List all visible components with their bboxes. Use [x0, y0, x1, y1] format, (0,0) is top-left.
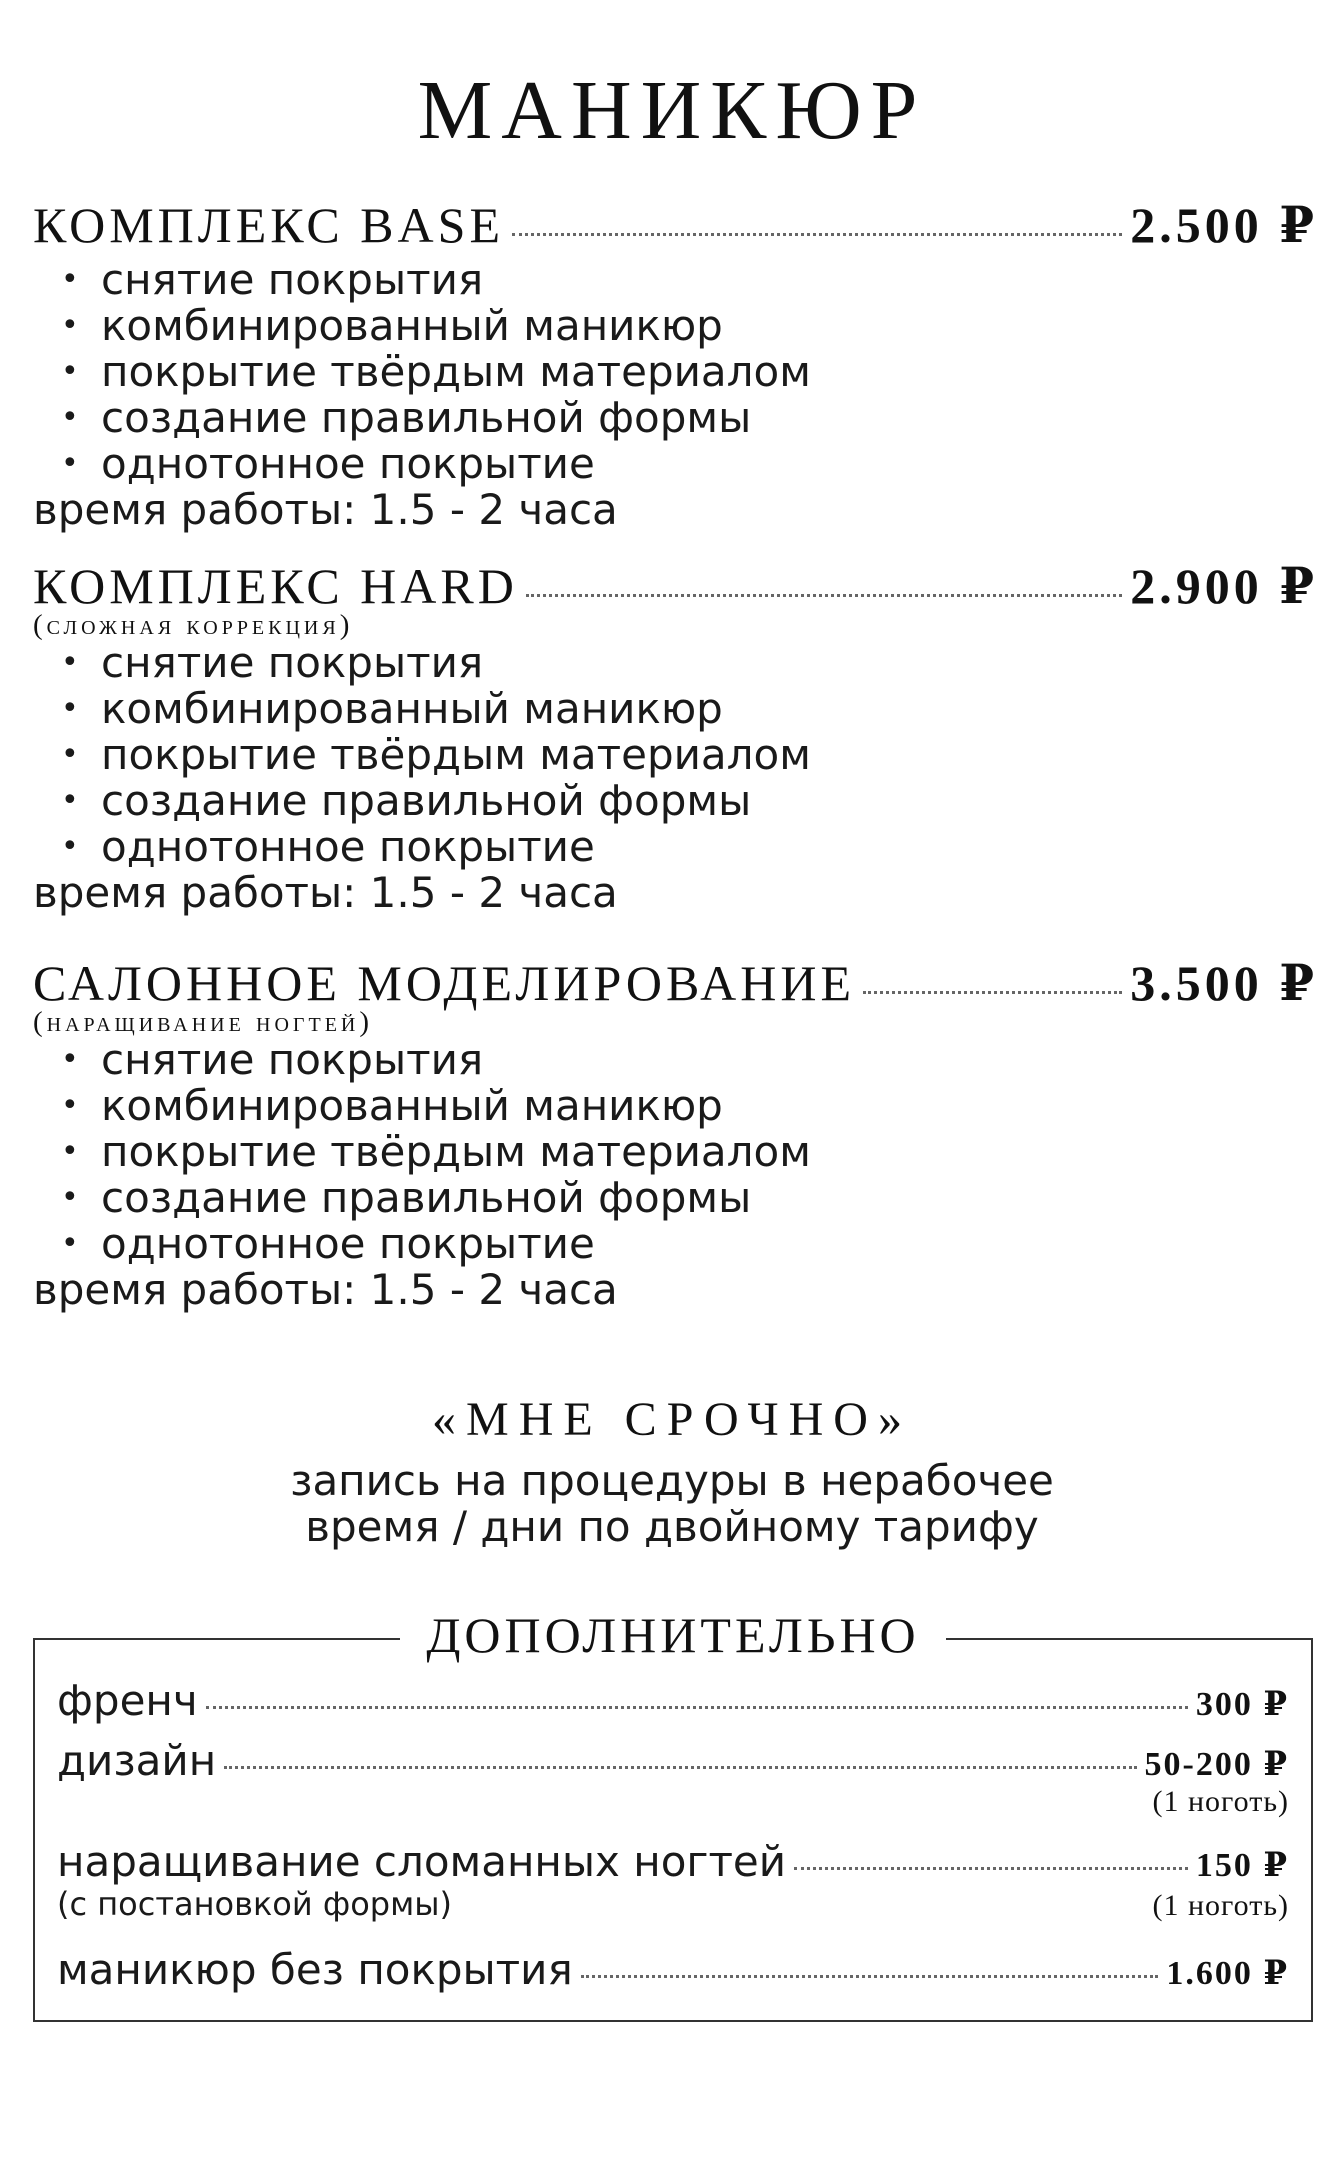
- urgent-note-line: запись на процедуры в нерабочее: [290, 1456, 1054, 1505]
- extra-price: 300 ₽: [1195, 1686, 1289, 1723]
- feature-list: [33, 257, 1318, 487]
- extra-item-french: [57, 1676, 1289, 1725]
- service-base: [33, 195, 1318, 533]
- work-time: время работы: 1.5 - 2 часа: [33, 485, 618, 534]
- list-item: • однотонное покрытие: [61, 441, 1318, 487]
- extra-note: (с постановкой формы): [57, 1885, 452, 1923]
- list-item: • комбинированный маникюр: [61, 1083, 1318, 1129]
- list-item: • однотонное покрытие: [61, 824, 1318, 870]
- extra-price: 50-200 ₽: [1144, 1746, 1289, 1783]
- service-price: 2.900 ₽: [1130, 558, 1318, 614]
- extra-label: маникюр без покрытия: [57, 1945, 573, 1994]
- dot-leader: [206, 1706, 1188, 1709]
- urgent-title: «МНЕ СРОЧНО»: [432, 1393, 912, 1446]
- extra-box: [33, 1607, 1313, 2022]
- list-item: • покрытие твёрдым материалом: [61, 1129, 1318, 1175]
- list-item: • однотонное покрытие: [61, 1221, 1318, 1267]
- extra-label: наращивание сломанных ногтей: [57, 1837, 787, 1886]
- service-name: САЛОННОЕ МОДЕЛИРОВАНИЕ: [33, 955, 856, 1011]
- service-header: [33, 195, 1318, 257]
- urgent-note: [0, 1458, 1344, 1550]
- extra-unit: (1 ноготь): [1152, 1785, 1289, 1818]
- dot-leader: [581, 1975, 1159, 1978]
- extra-price: 1.600 ₽: [1166, 1955, 1289, 1992]
- dot-leader: [224, 1766, 1136, 1769]
- service-subtitle: (наращивание ногтей): [33, 1006, 374, 1038]
- extra-item-design: [57, 1736, 1289, 1819]
- work-time: время работы: 1.5 - 2 часа: [33, 868, 618, 917]
- list-item: • комбинированный маникюр: [61, 303, 1318, 349]
- urgent-section: [0, 1390, 1344, 1550]
- dot-leader: [526, 594, 1122, 597]
- page-title: МАНИКЮР: [417, 64, 927, 157]
- feature-list: [33, 640, 1318, 870]
- work-time: время работы: 1.5 - 2 часа: [33, 1265, 618, 1314]
- dot-leader: [794, 1867, 1188, 1870]
- feature-list: [33, 1037, 1318, 1267]
- dot-leader: [863, 991, 1122, 994]
- service-price: 3.500 ₽: [1130, 955, 1318, 1011]
- service-name: КОМПЛЕКС HARD: [33, 558, 518, 614]
- list-item: • покрытие твёрдым материалом: [61, 732, 1318, 778]
- dot-leader: [512, 233, 1122, 236]
- list-item: • создание правильной формы: [61, 778, 1318, 824]
- service-name: КОМПЛЕКС BASE: [33, 197, 504, 253]
- list-item: • комбинированный маникюр: [61, 686, 1318, 732]
- service-hard: [33, 556, 1318, 916]
- list-item: • снятие покрытия: [61, 1037, 1318, 1083]
- extra-label: френч: [57, 1676, 198, 1725]
- extra-title-wrap: [35, 1600, 1311, 1670]
- service-subtitle: (сложная коррекция): [33, 609, 354, 641]
- service-price: 2.500 ₽: [1130, 197, 1318, 253]
- list-item: • покрытие твёрдым материалом: [61, 349, 1318, 395]
- list-item: • снятие покрытия: [61, 640, 1318, 686]
- urgent-note-line: время / дни по двойному тарифу: [305, 1502, 1039, 1551]
- extra-item-no-coating: [57, 1945, 1289, 1994]
- list-item: • снятие покрытия: [61, 257, 1318, 303]
- list-item: • создание правильной формы: [61, 395, 1318, 441]
- extra-unit: (1 ноготь): [1152, 1889, 1289, 1922]
- extra-price: 150 ₽: [1195, 1847, 1289, 1884]
- extra-label: дизайн: [57, 1736, 217, 1785]
- service-modeling: [33, 953, 1318, 1313]
- list-item: • создание правильной формы: [61, 1175, 1318, 1221]
- extra-item-repair: [57, 1837, 1289, 1923]
- extra-title: ДОПОЛНИТЕЛЬНО: [400, 1600, 945, 1670]
